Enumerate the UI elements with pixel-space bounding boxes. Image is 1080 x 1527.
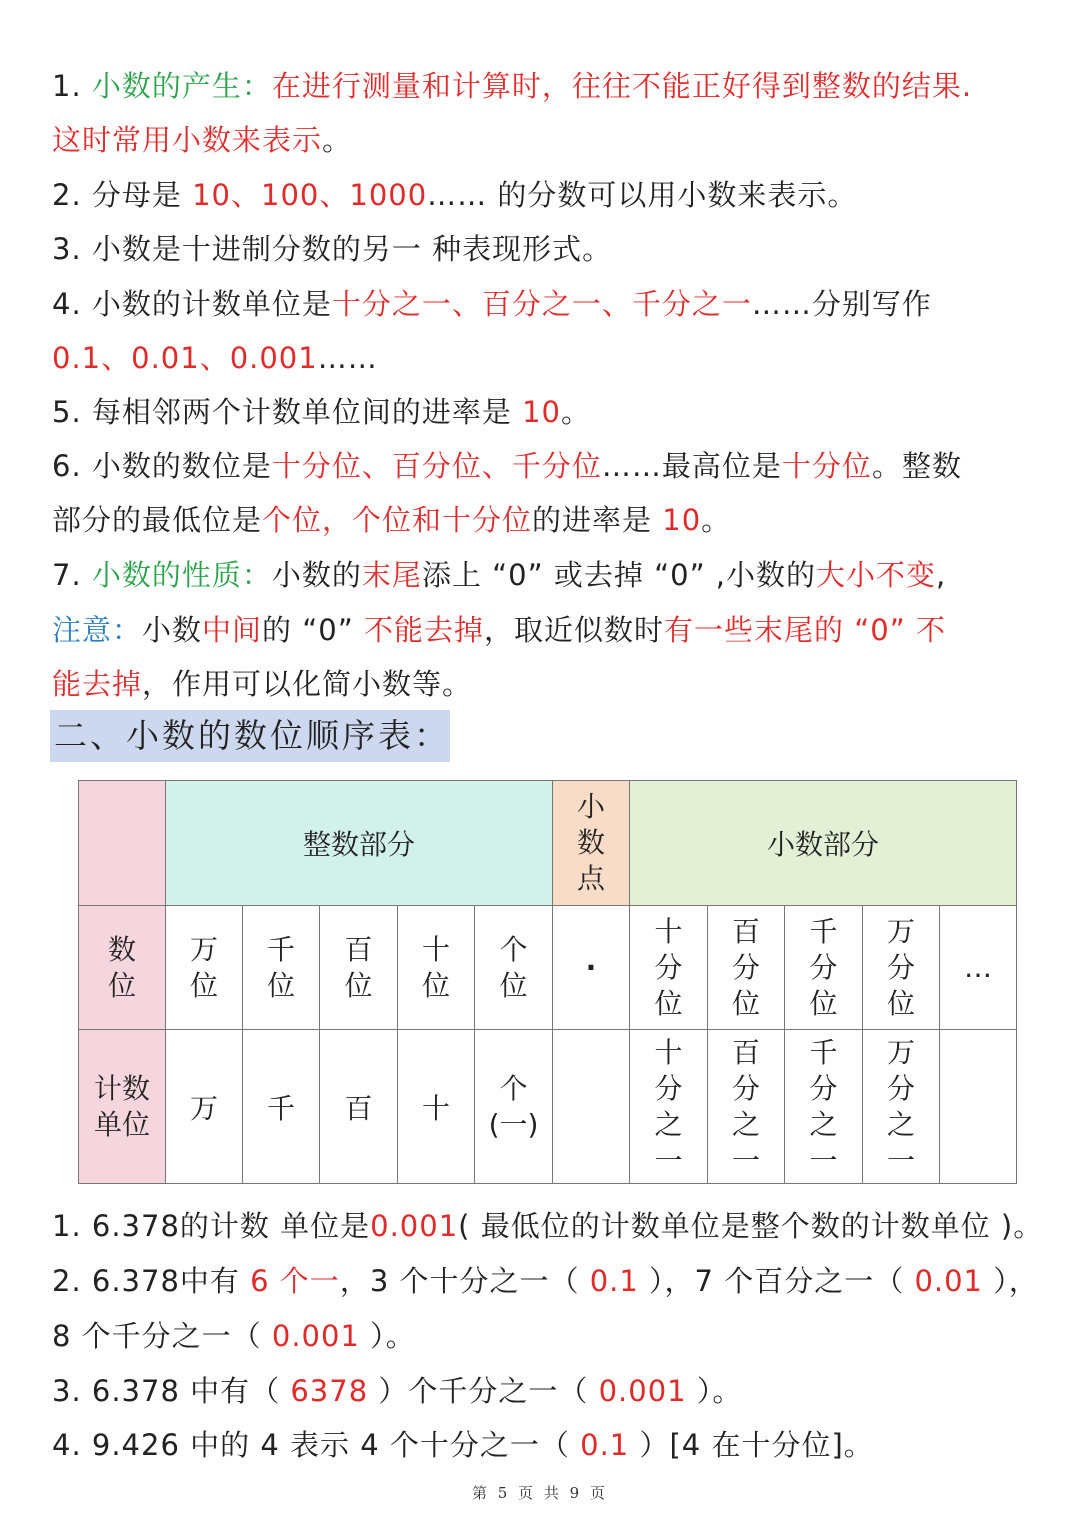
place-row (79, 906, 1017, 1030)
note-text: , (936, 558, 947, 592)
note-number: 1. (52, 69, 92, 103)
example-text: 3. 6.378 中有（ (52, 1374, 291, 1408)
note-text: 。 (322, 123, 353, 157)
note-text: 的 “0” (262, 613, 364, 647)
table-cell (320, 906, 398, 1030)
note-highlight: 十分位 (781, 449, 872, 483)
example-answer: 0.001 (598, 1374, 687, 1408)
place-name: 百位 (344, 932, 373, 1002)
note-text: 2. 分母是 (52, 178, 193, 212)
note-5 (52, 392, 1044, 432)
example-text: 1. (52, 1209, 92, 1243)
example-text: ( 最低位的计数单位是整个数的计数单位 )。 (458, 1209, 1044, 1243)
example-answer: 0.001 (370, 1209, 459, 1243)
unit-cell (785, 1030, 863, 1184)
example-text: ，3 个十分之一（ (339, 1264, 590, 1298)
note-highlight: 10、100、1000 (192, 178, 428, 212)
note-text: 添上 “0” 或去掉 “0” ,小数的 (421, 558, 817, 592)
example-answer: 0.1 (580, 1428, 630, 1462)
table-cell (630, 906, 708, 1030)
note-text: 6. 小数的数位是 (52, 449, 272, 483)
note-highlight: 大小不变 (816, 558, 937, 592)
table-cell (785, 906, 863, 1030)
row-label-cell (79, 1030, 166, 1184)
example-text: 4. 9.426 中的 4 表示 4 个十分之一（ (52, 1428, 581, 1462)
example-text: ）[4 在十分位]。 (629, 1428, 874, 1462)
place-name: 万位 (189, 932, 218, 1002)
empty-cell (553, 1030, 630, 1184)
example-text: ）。 (686, 1374, 743, 1408)
note-text: ，取近似数时 (484, 613, 665, 647)
unit-name: 万分之一 (886, 1035, 915, 1177)
note-text: 这时常用小数来表示 (52, 123, 323, 157)
note-1-line-1 (52, 66, 1044, 106)
note-3 (52, 229, 1044, 269)
example-text: ）。 (359, 1319, 416, 1353)
table-cell (708, 906, 785, 1030)
table-cell (863, 906, 940, 1030)
note-title: 小数的性质： (91, 558, 272, 592)
note-2 (52, 175, 1044, 215)
unit-cell: 百 (320, 1030, 398, 1184)
note-highlight: 0.1、0.01、0.001 (52, 341, 318, 375)
note-text: 。 (701, 503, 732, 537)
example-answer: 0.001 (271, 1319, 360, 1353)
table-header-row (79, 781, 1017, 906)
place-name: 千位 (266, 932, 295, 1002)
note-text: …… 的分数可以用小数来表示。 (427, 178, 858, 212)
place-name: 十位 (421, 932, 450, 1002)
corner-cell (79, 781, 166, 906)
example-2-line-2 (52, 1316, 1044, 1356)
note-text: ，作用可以化简小数等。 (142, 667, 473, 701)
example-answer: 6378 (290, 1374, 369, 1408)
example-answer: 0.01 (914, 1264, 984, 1298)
table-cell (475, 906, 553, 1030)
note-text: 部分的最低位是 (52, 503, 263, 537)
note-text: 3. 小数是十进制分数的另一 种表现形式。 (52, 232, 613, 266)
example-text: ）， (983, 1264, 1039, 1298)
table-cell (398, 906, 475, 1030)
decimal-part-header: 小数部分 (630, 781, 1017, 906)
note-6-line-2 (52, 500, 1044, 540)
example-4 (52, 1425, 1044, 1465)
unit-name: 百分之一 (731, 1035, 760, 1177)
note-highlight: 能去掉 (52, 667, 143, 701)
note-text: 小数的 (271, 558, 362, 592)
unit-name: 千分之一 (809, 1035, 838, 1177)
note-highlight: 中间 (202, 613, 263, 647)
ellipsis-cell: … (940, 906, 1017, 1030)
note-label: 注意： (52, 613, 143, 647)
decimal-point-header: 小数点 (576, 790, 605, 895)
example-text: 2. 6.378中有 (52, 1264, 251, 1298)
note-6-line-1 (52, 446, 1044, 486)
note-highlight: 10 (522, 395, 562, 429)
example-1 (52, 1206, 1060, 1246)
note-text: 4. 小数的计数单位是 (52, 287, 332, 321)
note-4-line-2 (52, 338, 1044, 378)
note-text: 小数 (142, 613, 203, 647)
place-name: 千分位 (809, 914, 838, 1020)
page-footer: 第 5 页 共 9 页 (472, 1484, 608, 1502)
unit-cell (863, 1030, 940, 1184)
unit-row (79, 1030, 1017, 1184)
unit-cell (630, 1030, 708, 1184)
empty-cell (940, 1030, 1017, 1184)
decimal-point-header-cell (553, 781, 630, 906)
note-text: ……分别写作 (751, 287, 932, 321)
note-highlight: 十分位、百分位、千分位 (271, 449, 602, 483)
note-text: 。 (561, 395, 592, 429)
note-text: 在进行测量和计算时，往往不能正好得到整数的结果. (271, 69, 973, 103)
place-value-table (78, 780, 1017, 1184)
note-highlight: 有一些末尾的 “0” 不 (664, 613, 946, 647)
unit-cell: 万 (166, 1030, 243, 1184)
example-3 (52, 1371, 1044, 1411)
example-2-line-1 (52, 1261, 1044, 1301)
ones-unit: 个 (499, 1071, 528, 1105)
row-label-cell (79, 906, 166, 1030)
note-7-line-1 (52, 555, 1044, 595)
place-name: 百分位 (731, 914, 760, 1020)
note-text: 。整数 (871, 449, 962, 483)
place-name: 十分位 (654, 914, 683, 1020)
row-label-unit: 计数单位 (93, 1071, 150, 1141)
example-text: 6.378的计数 单位是 (91, 1209, 371, 1243)
place-name: 万分位 (886, 914, 915, 1020)
note-highlight: 末尾 (361, 558, 422, 592)
example-text: 8 个千分之一（ (52, 1319, 272, 1353)
decimal-point-cell: · (553, 906, 630, 1030)
note-4-line-1 (52, 284, 1044, 324)
row-label-place: 数位 (107, 932, 136, 1002)
note-highlight: 不能去掉 (363, 613, 484, 647)
note-highlight: 十分之一、百分之一、千分之一 (331, 287, 752, 321)
example-text: ），7 个百分之一（ (638, 1264, 915, 1298)
example-text: ）个千分之一（ (368, 1374, 599, 1408)
note-7-line-2 (52, 610, 1044, 650)
note-highlight: 10 (662, 503, 702, 537)
ones-unit-sub: (一) (488, 1107, 539, 1141)
unit-cell: 十 (398, 1030, 475, 1184)
note-title: 小数的产生： (91, 69, 272, 103)
note-7-line-3 (52, 664, 1044, 704)
unit-cell: 千 (243, 1030, 320, 1184)
unit-cell (708, 1030, 785, 1184)
note-1-line-2 (52, 120, 1044, 160)
note-text: 的进率是 (532, 503, 663, 537)
note-text: 7. (52, 558, 92, 592)
place-name: 个位 (499, 932, 528, 1002)
example-answer: 6 个一 (250, 1264, 340, 1298)
note-text: ……最高位是 (601, 449, 782, 483)
note-highlight: 个位，个位和十分位 (262, 503, 533, 537)
integer-part-header: 整数部分 (166, 781, 553, 906)
note-text: 5. 每相邻两个计数单位间的进率是 (52, 395, 523, 429)
unit-name: 十分之一 (654, 1035, 683, 1177)
section-heading: 二、小数的数位顺序表： (50, 710, 450, 762)
table-cell (166, 906, 243, 1030)
example-answer: 0.1 (589, 1264, 639, 1298)
note-text: …… (317, 341, 378, 375)
table-cell (243, 906, 320, 1030)
ones-unit-cell (475, 1030, 553, 1184)
